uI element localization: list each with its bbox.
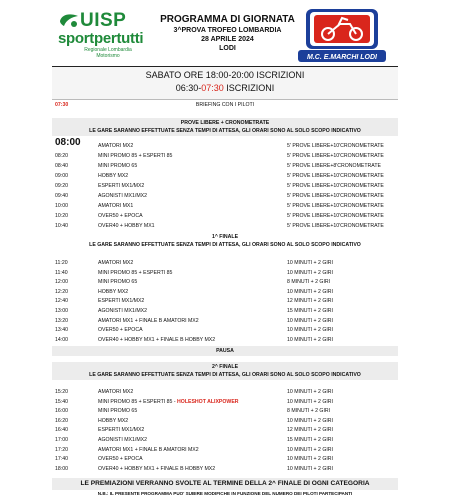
race-format: 5' PROVE LIBERE+10'CRONOMETRATE [287,143,384,149]
club-logo [296,8,388,64]
race-category: MINI PROMO 65 [98,408,138,415]
finale-1-row [52,306,398,316]
practice-row [52,191,398,201]
race-category: HOBBY MX2 [98,417,129,424]
registration-sunday: 06:30-07:30 ISCRIZIONI [175,83,275,93]
race-format: 5' PROVE LIBERE+8'CRONOMETRATE [287,163,381,169]
finale-2-row [52,387,398,397]
race-format: 5' PROVE LIBERE+10'CRONOMETRATE [287,193,384,199]
race-time: 12:00 [55,279,68,286]
race-time: 09:20 [55,183,68,189]
finale-1-row [52,325,398,335]
race-format: 10 MINUTI + 2 GIRI [287,398,333,405]
finale-1-row [52,335,398,345]
race-format: 10 MINUTI + 2 GIRI [287,260,333,266]
race-format: 5' PROVE LIBERE+10'CRONOMETRATE [287,153,384,159]
practice-row [52,161,398,171]
race-category: MINI PROMO 65 [98,279,138,286]
race-time: 16:40 [55,427,68,434]
practice-row [52,151,398,161]
finale-2-row [52,406,398,416]
uisp-area: Motorismo [96,53,120,59]
race-category: MINI PROMO 85 + ESPERTI 85 [98,269,173,276]
race-category: HOBBY MX2 [98,288,129,295]
race-format: 10 MINUTI + 2 GIRI [287,417,333,424]
race-format: 5' PROVE LIBERE+10'CRONOMETRATE [287,173,384,179]
race-time: 13:40 [55,327,68,334]
finale-1-row [52,258,398,268]
finale-1-row [52,316,398,326]
race-time: 15:20 [55,389,68,395]
race-category: HOBBY MX2 [98,173,129,179]
race-category: ESPERTI MX1/MX2 [98,427,145,434]
uisp-region: Regionale Lombardia [84,47,132,53]
event-date: 28 APRILE 2024 [201,36,254,43]
race-time: 10:20 [55,213,68,219]
race-category: OVER50 + EPOCA [98,327,143,334]
race-time: 16:20 [55,417,68,424]
event-name: 3^PROVA TROFEO LOMBARDIA [173,27,282,34]
race-category: AMATORI MX2 [98,389,134,395]
race-time: 08:40 [55,163,68,169]
finale-2-row [52,435,398,445]
race-time: 13:20 [55,317,68,324]
race-category: OVER50 + EPOCA [98,213,143,219]
briefing-time: 07:30 [55,102,69,108]
registration-block [52,67,398,100]
finale-2-row [52,397,398,407]
race-format: 10 MINUTI + 2 GIRI [287,456,333,463]
race-category: AMATORI MX2 [98,143,134,149]
practice-row [52,211,398,221]
race-category: OVER40 + HOBBY MX1 + FINALE B HOBBY MX2 [98,465,216,472]
race-time: 18:00 [55,465,68,472]
race-category: ESPERTI MX1/MX2 [98,298,145,305]
practice-row [52,181,398,191]
event-place: LODI [219,45,236,52]
race-time: 12:20 [55,288,68,295]
race-category: MINI PROMO 65 [98,163,138,169]
holeshot-highlight: HOLESHOT ALIXPOWER [177,398,239,405]
finale-1-row [52,277,398,287]
race-format: 10 MINUTI + 2 GIRI [287,327,333,334]
race-format: 10 MINUTI + 2 GIRI [287,389,333,395]
practice-row [52,201,398,211]
race-category: AMATORI MX2 [98,260,134,266]
section-finale-2: 2^ FINALE LE GARE SARANNO EFFETTUATE SENZA TEMPI DI ATTESA, GLI ORARI SONO AL SOLO SCOPO INDICATIVO [52,362,398,380]
race-format: 5' PROVE LIBERE+10'CRONOMETRATE [287,223,384,229]
race-category: OVER40 + HOBBY MX1 + FINALE B HOBBY MX2 [98,336,216,343]
race-time: 17:20 [55,446,68,453]
race-format: 10 MINUTI + 2 GIRI [287,317,333,324]
finale-2-row [52,454,398,464]
race-category: OVER50 + EPOCA [98,456,143,463]
finale-2-row [52,445,398,455]
section-free-practice: PROVE LIBERE + CRONOMETRATE LE GARE SARANNO EFFETTUATE SENZA TEMPI DI ATTESA, GLI ORARI SONO AL SOLO SCOPO INDICATIVO [52,118,398,136]
document-heading [150,14,305,53]
header [0,0,450,66]
race-format: 15 MINUTI + 2 GIRI [287,308,333,314]
race-time: 08:00 [55,137,81,148]
race-time: 15:40 [55,398,68,405]
race-category: MINI PROMO 85 + ESPERTI 85 [98,153,173,159]
finale-1-row [52,287,398,297]
finale-1-row [52,268,398,278]
race-category: AMATORI MX1 + FINALE B AMATORI MX2 [98,446,199,453]
section-finale-1-title: 1^ FINALE [211,234,239,240]
race-category: AGONISTI MX1/MX2 [98,437,148,443]
race-category: MINI PROMO 85 + ESPERTI 85 - HOLESHOT ALIXPOWER [98,398,239,405]
race-time: 09:00 [55,173,68,179]
race-category: ESPERTI MX1/MX2 [98,183,145,189]
page-title: PROGRAMMA DI GIORNATA [160,14,295,25]
race-time: 12:40 [55,298,68,305]
race-format: 12 MINUTI + 2 GIRI [287,298,333,305]
section-finale-1-note: LE GARE SARANNO EFFETTUATE SENZA TEMPI DI ATTESA, GLI ORARI SONO AL SOLO SCOPO INDICATIVO [89,242,361,248]
race-format: 15 MINUTI + 2 GIRI [287,437,333,443]
race-format: 10 MINUTI + 2 GIRI [287,446,333,453]
race-format: 8 MINUTI + 2 GIRI [287,279,331,286]
race-format: 5' PROVE LIBERE+10'CRONOMETRATE [287,213,384,219]
race-format: 10 MINUTI + 2 GIRI [287,465,333,472]
finale-1-row [52,296,398,306]
finale-2-row [52,416,398,426]
race-time: 11:20 [55,260,68,266]
finale-2-row [52,425,398,435]
briefing-text: BRIEFING CON I PILOTI [195,102,255,108]
practice-row [52,221,398,231]
race-category: OVER40 + HOBBY MX1 [98,223,155,229]
practice-row [52,137,398,151]
race-time: 17:40 [55,456,68,463]
race-time: 11:40 [55,269,68,276]
race-category: AMATORI MX1 + FINALE B AMATORI MX2 [98,317,199,324]
club-logo-text: M.C. E.MARCHI LODI [307,54,377,61]
race-time: 17:00 [55,437,68,443]
race-format: 12 MINUTI + 2 GIRI [287,427,333,434]
race-format: 5' PROVE LIBERE+10'CRONOMETRATE [287,183,384,189]
race-category: AGONISTI MX1/MX2 [98,193,148,199]
race-time: 10:40 [55,223,68,229]
race-category: AMATORI MX1 [98,203,134,209]
footer-note: N.B.: IL PRESENTE PROGRAMMA PUO' SUBIRE MODIFICHE IN FUNZIONE DEL NUMERO DEI PILOTI PARTECIPANTI [97,491,353,496]
race-format: 10 MINUTI + 2 GIRI [287,288,333,295]
race-time: 14:00 [55,336,68,343]
briefing-row [52,100,398,110]
registration-saturday: SABATO ORE 18:00-20:00 ISCRIZIONI [145,70,305,80]
race-format: 5' PROVE LIBERE+10'CRONOMETRATE [287,203,384,209]
uisp-tagline: sportpertutti [58,30,144,47]
practice-row [52,171,398,181]
race-time: 10:00 [55,203,68,209]
uisp-name: UISP [80,10,127,31]
race-time: 09:40 [55,193,68,199]
footer-awards: LE PREMIAZIONI VERRANNO SVOLTE AL TERMINE DELLA 2^ FINALE DI OGNI CATEGORIA [52,478,398,490]
race-time: 16:00 [55,408,68,415]
race-format: 10 MINUTI + 2 GIRI [287,336,333,343]
pause-band: PAUSA [52,346,398,356]
race-format: 8 MINUTI + 2 GIRI [287,408,331,415]
finale-2-row [52,464,398,474]
race-format: 10 MINUTI + 2 GIRI [287,269,333,276]
race-time: 08:20 [55,153,68,159]
uisp-mark-icon [58,12,80,30]
race-category: AGONISTI MX1/MX2 [98,308,148,314]
race-time: 13:00 [55,308,68,314]
